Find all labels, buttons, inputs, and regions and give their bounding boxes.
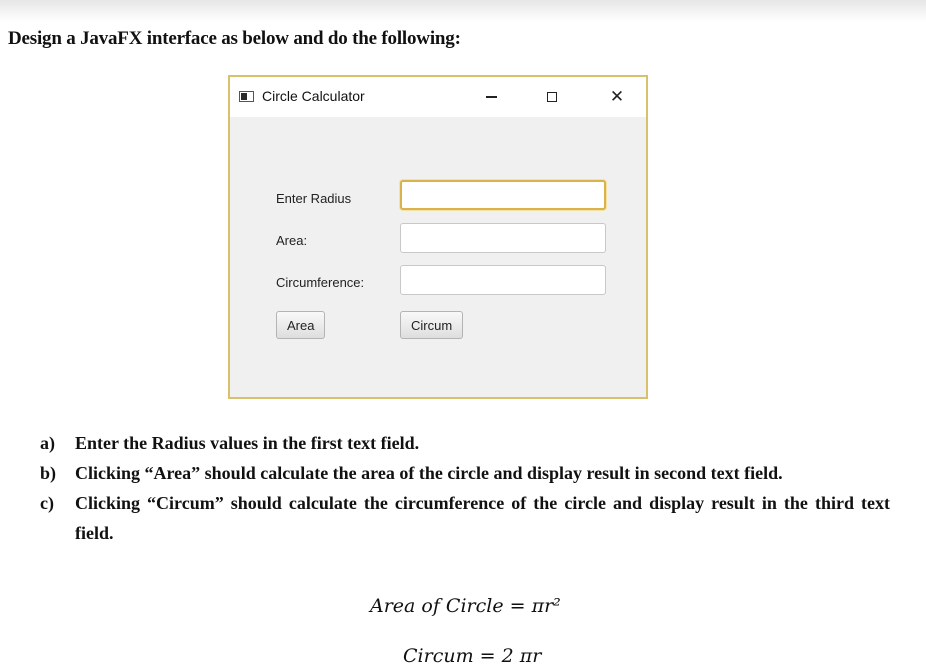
maximize-icon	[547, 92, 557, 102]
circumference-output-field[interactable]	[400, 265, 606, 295]
window-titlebar[interactable]	[230, 77, 646, 117]
assignment-heading: Design a JavaFX interface as below and do the following:	[8, 28, 461, 49]
circum-formula: Circum = 2 πr	[403, 645, 542, 667]
window-content	[230, 117, 646, 397]
maximize-button[interactable]	[538, 85, 566, 109]
question-marker: c)	[40, 493, 54, 513]
question-marker: a)	[40, 433, 55, 453]
window-title: Circle Calculator	[262, 88, 365, 104]
close-button[interactable]	[603, 85, 631, 109]
question-marker: b)	[40, 463, 57, 483]
circum-button[interactable]: Circum	[400, 311, 463, 339]
minimize-button[interactable]	[477, 85, 505, 109]
minimize-icon	[486, 96, 497, 98]
question-item	[40, 428, 890, 458]
app-icon	[239, 91, 254, 102]
area-button[interactable]: Area	[276, 311, 325, 339]
question-item	[40, 458, 890, 488]
question-text: Clicking “Circum” should calculate the circumference of the circle and display result in the third text field.	[75, 493, 890, 543]
question-list	[40, 428, 890, 548]
question-text: Enter the Radius values in the first text field.	[75, 433, 420, 453]
question-item	[40, 488, 890, 548]
radius-label: Enter Radius	[276, 191, 352, 206]
area-formula: Area of Circle = πr²	[370, 595, 561, 617]
area-label: Area:	[276, 233, 308, 248]
area-output-field[interactable]	[400, 223, 606, 253]
circumference-label: Circumference:	[276, 275, 365, 290]
circle-calculator-window	[228, 75, 648, 399]
radius-input[interactable]	[400, 180, 606, 210]
top-shadow	[0, 0, 926, 22]
close-icon: ✕	[609, 87, 625, 106]
question-text: Clicking “Area” should calculate the area of the circle and display result in second text field.	[75, 463, 783, 483]
